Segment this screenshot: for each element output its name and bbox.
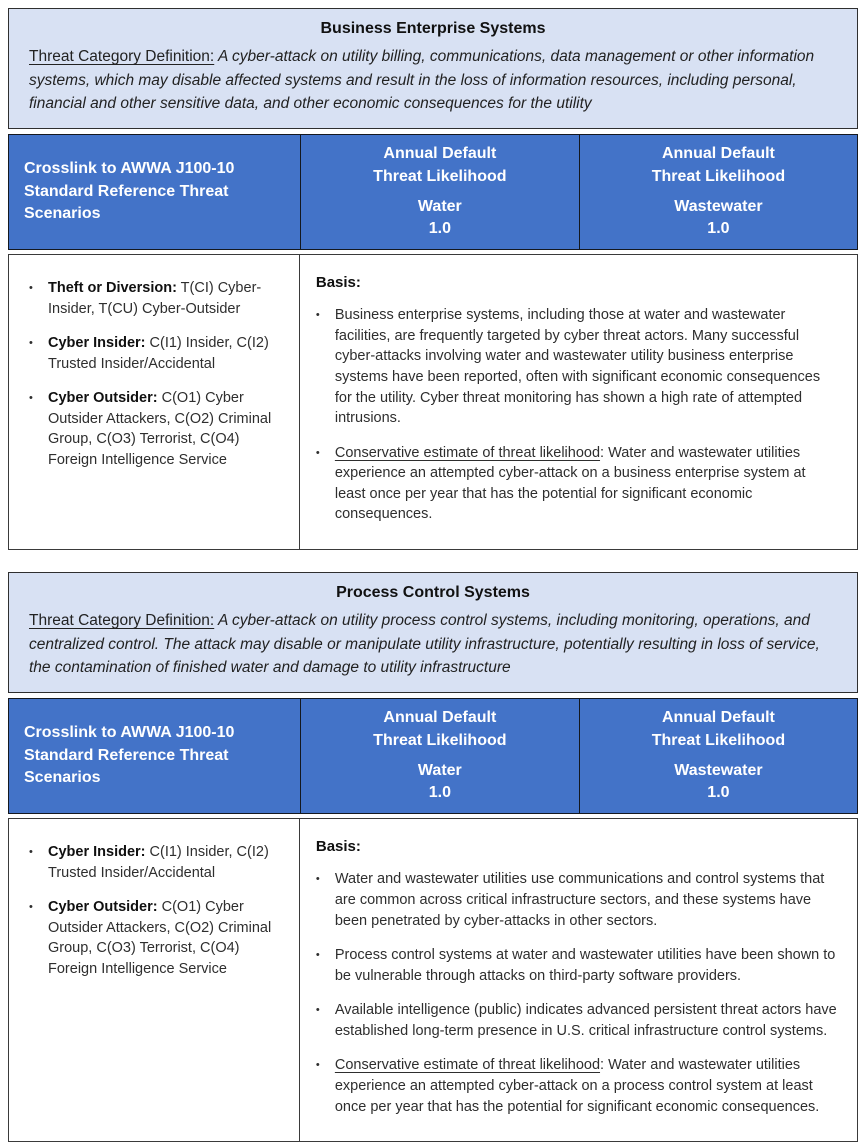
section-process-control-systems bbox=[8, 572, 858, 1142]
bullet-icon: • bbox=[29, 901, 33, 914]
basis-text: Water and wastewater utilities use communications and control systems that are common across critical infrastructure sectors, and these systems have been penetrated by cyber-attacks in other sectors. bbox=[334, 871, 825, 929]
basis-text: : Water and wastewater utilities experience an attempted cyber-attack on a process control system at least once per year that has the potential for significant economic consequences. bbox=[334, 1057, 820, 1115]
header-cell-wastewater bbox=[579, 699, 857, 813]
definition-text: A cyber-attack on utility billing, communications, data management or other information systems, which may disable affected systems and result in the loss of information resources, including personal, financial and other sensitive data, and other economic consequences for the utility bbox=[29, 48, 815, 113]
list-item bbox=[29, 897, 291, 979]
scenario-label: Cyber Outsider: bbox=[48, 899, 158, 916]
section-title: Business Enterprise Systems bbox=[320, 20, 546, 37]
crosslink-scenarios-cell bbox=[9, 255, 300, 549]
section-title: Process Control Systems bbox=[336, 584, 530, 602]
basis-label: Basis: bbox=[315, 838, 361, 856]
list-item bbox=[29, 333, 291, 374]
header-category: Wastewater bbox=[674, 197, 763, 215]
header-cell-water bbox=[300, 699, 579, 813]
header-category: Wastewater bbox=[674, 761, 763, 779]
threat-category-definition bbox=[29, 45, 837, 116]
header-line: Threat Likelihood bbox=[651, 167, 786, 185]
scenario-label: Cyber Insider: bbox=[48, 335, 146, 352]
basis-cell bbox=[300, 819, 857, 1141]
scenario-label: Theft or Diversion: bbox=[48, 279, 177, 296]
bullet-icon: • bbox=[315, 873, 320, 886]
table-body-row bbox=[8, 818, 858, 1142]
header-category: Water bbox=[417, 761, 462, 779]
list-item bbox=[29, 388, 291, 470]
header-line: Annual Default bbox=[661, 145, 775, 163]
basis-text: Process control systems at water and wastewater utilities have been shown to be vulnerable through attacks on third-party software providers. bbox=[334, 947, 836, 984]
scenario-text: C(I1) Insider, C(I2) Trusted Insider/Accidental bbox=[48, 844, 269, 881]
header-cell-crosslink: Crosslink to AWWA J100-10 Standard Reference Threat Scenarios bbox=[24, 159, 235, 223]
header-line: Annual Default bbox=[661, 709, 775, 727]
scenario-text: C(O1) Cyber Outsider Attackers, C(O2) Criminal Group, C(O3) Terrorist, C(O4) Foreign Intelligence Service bbox=[48, 390, 272, 469]
bullet-icon: • bbox=[315, 1059, 320, 1072]
definition-label: Threat Category Definition: bbox=[29, 48, 215, 65]
bullet-icon: • bbox=[29, 281, 33, 294]
bullet-icon: • bbox=[29, 846, 33, 859]
definition-panel bbox=[8, 572, 858, 693]
table-body-row bbox=[8, 254, 858, 550]
basis-lead-underlined: Conservative estimate of threat likelihood bbox=[334, 444, 601, 461]
scenario-text: C(I1) Insider, C(I2) Trusted Insider/Accidental bbox=[48, 335, 269, 372]
bullet-icon: • bbox=[29, 337, 33, 350]
list-item bbox=[29, 842, 291, 883]
header-likelihood-value: 1.0 bbox=[428, 784, 451, 802]
section-business-enterprise-systems bbox=[8, 8, 858, 550]
bullet-icon: • bbox=[315, 1004, 320, 1017]
table-header-row bbox=[8, 698, 858, 814]
bullet-icon: • bbox=[315, 949, 320, 962]
basis-text: Available intelligence (public) indicates advanced persistent threat actors have established long-term presence in U.S. critical infrastructure control systems. bbox=[334, 1002, 837, 1039]
scenario-label: Cyber Insider: bbox=[48, 844, 146, 861]
basis-lead-underlined: Conservative estimate of threat likelihood bbox=[334, 1057, 601, 1074]
list-item bbox=[316, 945, 837, 986]
crosslink-scenarios-cell bbox=[9, 819, 300, 1141]
header-likelihood-value: 1.0 bbox=[707, 784, 730, 802]
bullet-icon: • bbox=[29, 392, 33, 405]
table-header-row bbox=[8, 134, 858, 250]
list-item bbox=[316, 869, 837, 931]
header-cell-crosslink: Crosslink to AWWA J100-10 Standard Reference Threat Scenarios bbox=[24, 724, 235, 787]
scenario-text: C(O1) Cyber Outsider Attackers, C(O2) Criminal Group, C(O3) Terrorist, C(O4) Foreign Intelligence Service bbox=[48, 899, 272, 977]
list-item bbox=[316, 305, 837, 428]
header-line: Annual Default bbox=[383, 145, 497, 163]
list-item bbox=[316, 443, 837, 525]
header-likelihood-value: 1.0 bbox=[707, 220, 730, 238]
header-line: Threat Likelihood bbox=[373, 731, 507, 749]
header-likelihood-value: 1.0 bbox=[428, 220, 451, 238]
definition-text: A cyber-attack on utility process control systems, including monitoring, operations, and centralized control. The attack may disable or manipulate utility infrastructure, potentially resulting in loss of service, the contamination of finished water and damage to utility infrastructure bbox=[29, 612, 820, 677]
header-category: Water bbox=[417, 197, 462, 215]
bullet-icon: • bbox=[315, 446, 320, 459]
scenario-label: Cyber Outsider: bbox=[48, 390, 158, 407]
header-cell-wastewater bbox=[579, 135, 857, 249]
basis-text: : Water and wastewater utilities experience an attempted cyber-attack on a business enterprise system at least once per year that has the potential for significant economic consequences. bbox=[334, 444, 806, 523]
threat-category-definition bbox=[29, 609, 837, 680]
header-line: Annual Default bbox=[383, 709, 497, 727]
basis-label: Basis: bbox=[315, 273, 361, 291]
definition-panel bbox=[8, 8, 858, 129]
scenario-text: T(CI) Cyber-Insider, T(CU) Cyber-Outsider bbox=[48, 279, 262, 317]
basis-text: Business enterprise systems, including those at water and wastewater facilities, are frequently targeted by cyber threat actors. Many successful cyber-attacks involving water and wastewater utility business enterprise systems have been reported, often with significant economic consequences for the utility. Cyber threat monitoring has shown a high rate of attempted intrusions. bbox=[334, 307, 821, 427]
bullet-icon: • bbox=[315, 309, 320, 322]
list-item bbox=[316, 1055, 837, 1117]
list-item bbox=[316, 1000, 837, 1041]
header-cell-water bbox=[300, 135, 579, 249]
definition-label: Threat Category Definition: bbox=[29, 612, 215, 630]
list-item bbox=[29, 278, 291, 319]
header-line: Threat Likelihood bbox=[651, 731, 786, 749]
basis-cell bbox=[300, 255, 857, 549]
header-line: Threat Likelihood bbox=[373, 167, 507, 185]
